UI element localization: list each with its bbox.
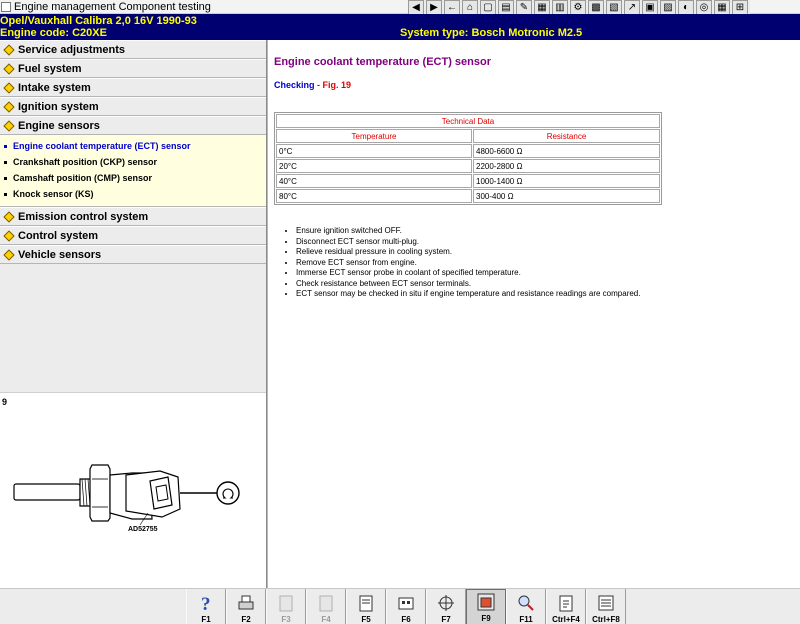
diamond-icon bbox=[3, 230, 14, 241]
menu-group-label: Emission control system bbox=[18, 210, 149, 223]
diamond-icon bbox=[3, 44, 14, 55]
f5-button[interactable] bbox=[346, 589, 386, 624]
f11-button[interactable] bbox=[506, 589, 546, 624]
resistance-cell: 1000-1400 Ω bbox=[473, 174, 660, 188]
list-item: • ECT sensor may be checked in situ if engine temperature and resistance readings are compared. bbox=[296, 289, 640, 300]
bullet-icon bbox=[4, 177, 7, 180]
home-icon[interactable]: ⌂ bbox=[462, 0, 478, 16]
menu-group-intake-system[interactable] bbox=[0, 78, 266, 97]
document-icon bbox=[316, 593, 336, 613]
list-item: • Ensure ignition switched OFF. bbox=[296, 226, 640, 237]
table-row bbox=[276, 144, 660, 158]
ctrl-f8-button[interactable] bbox=[586, 589, 626, 624]
back-icon[interactable]: ◀ bbox=[408, 0, 424, 16]
export-icon[interactable]: ↗ bbox=[624, 0, 640, 16]
submenu-item-cmp-sensor[interactable] bbox=[0, 170, 266, 186]
figure-code: AD52755 bbox=[128, 526, 158, 533]
fkey-label: F11 bbox=[519, 615, 533, 624]
component-test-icon bbox=[476, 592, 496, 612]
edit-icon[interactable]: ✎ bbox=[516, 0, 532, 16]
notes-icon bbox=[556, 593, 576, 613]
temperature-cell: 40°C bbox=[276, 174, 472, 188]
submenu-item-knock-sensor[interactable] bbox=[0, 186, 266, 202]
content-panel bbox=[268, 40, 800, 588]
temperature-cell: 0°C bbox=[276, 144, 472, 158]
function-key-bar bbox=[0, 588, 800, 624]
page-icon bbox=[356, 593, 376, 613]
wiring-icon[interactable]: ▨ bbox=[660, 0, 676, 16]
system-type: System type: Bosch Motronic M2.5 bbox=[400, 27, 583, 39]
resistance-cell: 300-400 Ω bbox=[473, 189, 660, 203]
table-header-resistance: Resistance bbox=[473, 129, 660, 143]
table-row bbox=[276, 159, 660, 173]
vehicle-info: Opel/Vauxhall Calibra 2,0 16V 1990-93 bbox=[0, 15, 197, 27]
table-row bbox=[276, 174, 660, 188]
engine-sensors-submenu bbox=[0, 135, 266, 207]
gauge-icon[interactable]: ◐ bbox=[678, 0, 694, 16]
menu-group-ignition-system[interactable] bbox=[0, 97, 266, 116]
component-icon[interactable]: ▣ bbox=[642, 0, 658, 16]
help-icon bbox=[196, 593, 216, 613]
menu-group-vehicle-sensors[interactable] bbox=[0, 245, 266, 264]
submenu-item-label: Engine coolant temperature (ECT) sensor bbox=[13, 141, 191, 151]
page-title: Engine coolant temperature (ECT) sensor bbox=[274, 56, 491, 68]
window-title: Engine management Component testing bbox=[14, 0, 211, 13]
print-button[interactable] bbox=[226, 589, 266, 624]
fkey-label: Ctrl+F4 bbox=[552, 615, 580, 624]
forward-icon[interactable]: ▶ bbox=[426, 0, 442, 16]
menu-group-label: Engine sensors bbox=[18, 119, 100, 132]
table-row bbox=[276, 189, 660, 203]
fkey-label: F7 bbox=[441, 615, 451, 624]
temperature-cell: 20°C bbox=[276, 159, 472, 173]
figure-link[interactable]: - Fig. 19 bbox=[314, 80, 352, 90]
temperature-cell: 80°C bbox=[276, 189, 472, 203]
bullet-icon bbox=[4, 145, 7, 148]
figure-number: 9 bbox=[2, 397, 8, 407]
list-item: • Remove ECT sensor from engine. bbox=[296, 258, 640, 269]
module-icon bbox=[396, 593, 416, 613]
menu-group-label: Control system bbox=[18, 229, 99, 242]
diamond-icon bbox=[3, 101, 14, 112]
list-item: • Check resistance between ECT sensor terminals. bbox=[296, 279, 640, 290]
submenu-item-ect-sensor[interactable] bbox=[0, 138, 266, 154]
resistance-cell: 4800-6600 Ω bbox=[473, 144, 660, 158]
table-header-temperature: Temperature bbox=[276, 129, 472, 143]
technical-data-table bbox=[274, 112, 662, 205]
diamond-icon bbox=[3, 249, 14, 260]
menu-group-control-system[interactable] bbox=[0, 226, 266, 245]
table-caption: Technical Data bbox=[276, 114, 660, 128]
submenu-item-label: Knock sensor (KS) bbox=[13, 189, 94, 199]
submenu-item-ckp-sensor[interactable] bbox=[0, 154, 266, 170]
list-item: • Relieve residual pressure in cooling system. bbox=[296, 247, 640, 258]
data-icon[interactable]: ▦ bbox=[714, 0, 730, 16]
fkey-label: F9 bbox=[481, 614, 491, 623]
svg-text:?: ? bbox=[201, 594, 211, 613]
expand-icon[interactable]: ⊞ bbox=[732, 0, 748, 16]
return-icon[interactable]: ← bbox=[444, 0, 460, 16]
fkey-label: F3 bbox=[281, 615, 291, 624]
fkey-label: F5 bbox=[361, 615, 371, 624]
f3-button[interactable] bbox=[266, 589, 306, 624]
engine-code: Engine code: C20XE bbox=[0, 27, 107, 39]
target-icon[interactable]: ◎ bbox=[696, 0, 712, 16]
fkey-label: F1 bbox=[201, 615, 211, 624]
crosshair-icon bbox=[436, 593, 456, 613]
bullet-icon bbox=[4, 161, 7, 164]
list-icon bbox=[596, 593, 616, 613]
menu-group-label: Service adjustments bbox=[18, 43, 125, 56]
menu-group-label: Vehicle sensors bbox=[18, 248, 102, 261]
procedure-steps bbox=[296, 226, 640, 300]
vehicle-header bbox=[0, 14, 800, 40]
resistance-cell: 2200-2800 Ω bbox=[473, 159, 660, 173]
list-item: • Immerse ECT sensor probe in coolant of specified temperature. bbox=[296, 268, 640, 279]
menu-group-label: Ignition system bbox=[18, 100, 99, 113]
diamond-icon bbox=[3, 63, 14, 74]
magnifier-icon bbox=[516, 593, 536, 613]
fkey-label: Ctrl+F8 bbox=[592, 615, 620, 624]
module-icon[interactable]: ▩ bbox=[588, 0, 604, 16]
checking-heading bbox=[274, 80, 351, 90]
grid-icon[interactable]: ▦ bbox=[534, 0, 550, 16]
menu-group-label: Intake system bbox=[18, 81, 91, 94]
navigation-menu bbox=[0, 40, 266, 392]
ect-sensor-illustration bbox=[0, 393, 266, 589]
diamond-icon bbox=[3, 211, 14, 222]
menu-group-emission-control[interactable] bbox=[0, 207, 266, 226]
diamond-icon bbox=[3, 120, 14, 131]
f6-button[interactable] bbox=[386, 589, 426, 624]
menu-group-label: Fuel system bbox=[18, 62, 82, 75]
menu-group-engine-sensors[interactable] bbox=[0, 116, 266, 135]
fkey-label: F6 bbox=[401, 615, 411, 624]
submenu-item-label: Crankshaft position (CKP) sensor bbox=[13, 157, 158, 167]
printer-icon bbox=[236, 593, 256, 613]
f4-button[interactable] bbox=[306, 589, 346, 624]
submenu-item-label: Camshaft position (CMP) sensor bbox=[13, 173, 153, 183]
f7-button[interactable] bbox=[426, 589, 466, 624]
f9-button[interactable] bbox=[466, 589, 506, 624]
fkey-label: F2 bbox=[241, 615, 251, 624]
document-icon bbox=[276, 593, 296, 613]
app-icon bbox=[1, 2, 11, 12]
list-item: • Disconnect ECT sensor multi-plug. bbox=[296, 237, 640, 248]
table-icon[interactable]: ▥ bbox=[552, 0, 568, 16]
window-icon[interactable]: ▢ bbox=[480, 0, 496, 16]
ctrl-f4-button[interactable] bbox=[546, 589, 586, 624]
bullet-icon bbox=[4, 193, 7, 196]
menu-group-service-adjustments[interactable] bbox=[0, 40, 266, 59]
menu-group-fuel-system[interactable] bbox=[0, 59, 266, 78]
diagram-icon[interactable]: ▧ bbox=[606, 0, 622, 16]
fkey-label: F4 bbox=[321, 615, 331, 624]
diamond-icon bbox=[3, 82, 14, 93]
settings-icon[interactable]: ⚙ bbox=[570, 0, 586, 16]
checking-label: Checking bbox=[274, 80, 315, 90]
figure-panel bbox=[0, 392, 266, 588]
list-icon[interactable]: ▤ bbox=[498, 0, 514, 16]
help-button[interactable] bbox=[186, 589, 226, 624]
